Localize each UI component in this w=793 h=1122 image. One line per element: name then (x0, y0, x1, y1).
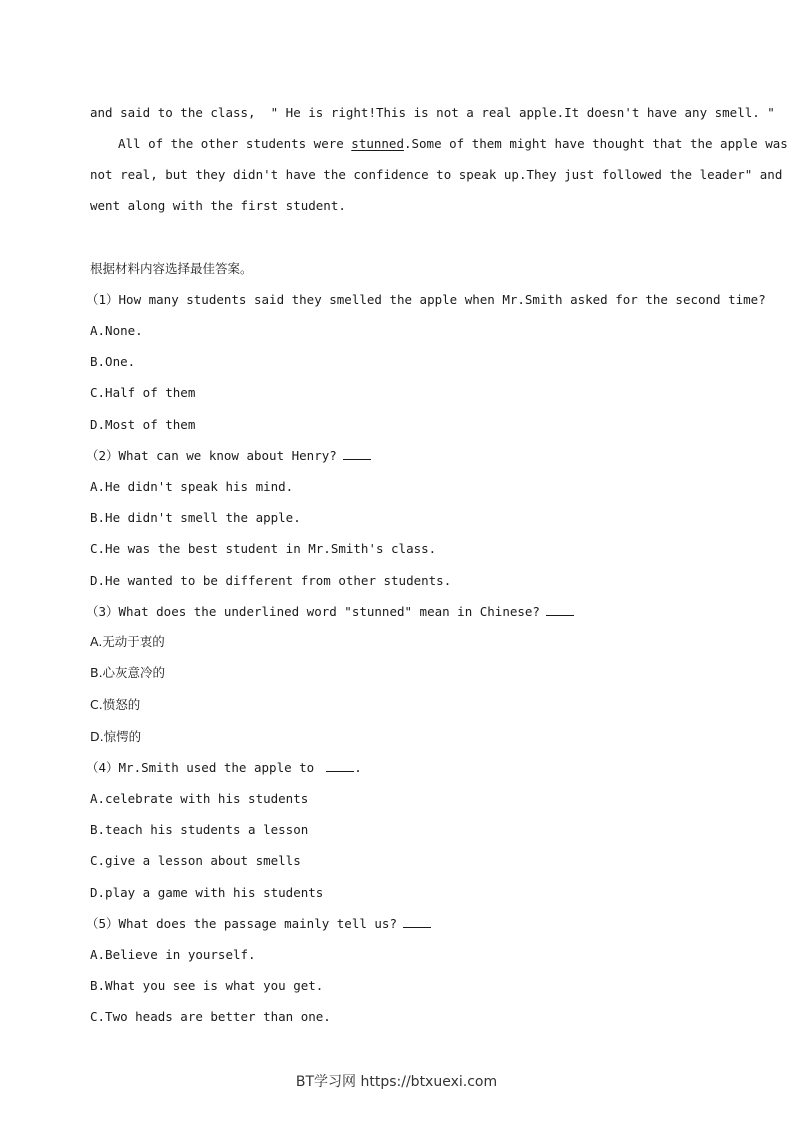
underlined-word: stunned (351, 136, 404, 151)
question-4-stem-end: . (354, 760, 362, 775)
question-4-stem: （4）Mr.Smith used the apple to (86, 760, 315, 775)
question-2-row (86, 448, 371, 464)
passage-line-2-pre: All of the other students were (118, 136, 352, 151)
question-5-row (86, 916, 431, 932)
question-5-option-b: B.What you see is what you get. (90, 978, 324, 993)
question-1-option-c: C.Half of them (90, 385, 196, 400)
question-4-option-c: C.give a lesson about smells (90, 853, 301, 868)
question-3-option-d: D.惊愕的 (90, 729, 142, 744)
question-4-option-a: A.celebrate with his students (90, 791, 309, 806)
question-5-option-a: A.Believe in yourself. (90, 947, 256, 962)
question-4-option-b: B.teach his students a lesson (90, 822, 309, 837)
question-3-row (86, 604, 574, 620)
question-1-option-d: D.Most of them (90, 417, 196, 432)
question-5-stem: （5）What does the passage mainly tell us? (86, 916, 397, 931)
question-2-option-b: B.He didn't smell the apple. (90, 510, 301, 525)
answer-blank (343, 448, 371, 460)
question-2-option-a: A.He didn't speak his mind. (90, 479, 294, 494)
answer-blank (326, 760, 354, 772)
question-4-row (86, 760, 362, 776)
question-3-option-a: A.无动于衷的 (90, 634, 165, 649)
question-2-stem: （2）What can we know about Henry? (86, 448, 337, 463)
passage-line-3: not real, but they didn't have the confidence to speak up.They just followed the leader" and (90, 167, 783, 182)
question-2-option-c: C.He was the best student in Mr.Smith's class. (90, 541, 437, 556)
instruction: 根据材料内容选择最佳答案。 (90, 261, 253, 276)
answer-blank (546, 604, 574, 616)
question-2-option-d: D.He wanted to be different from other students. (90, 573, 452, 588)
footer-watermark: BT学习网 https://btxuexi.com (295, 1074, 498, 1090)
passage-line-4: went along with the first student. (90, 198, 346, 213)
question-3-option-b: B.心灰意冷的 (90, 665, 166, 680)
question-1-option-a: A.None. (90, 323, 143, 338)
answer-blank (403, 916, 431, 928)
question-3-stem: （3）What does the underlined word "stunned" mean in Chinese? (86, 604, 540, 619)
question-1-stem: （1）How many students said they smelled the apple when Mr.Smith asked for the second time? (86, 292, 766, 307)
passage-line-1: and said to the class, " He is right!This is not a real apple.It doesn't have any smell. " (90, 105, 775, 120)
question-3-option-c: C.愤怒的 (90, 697, 141, 712)
passage-line-2-post: .Some of them might have thought that the apple was (403, 136, 788, 151)
passage-line-2 (118, 136, 788, 152)
question-1-option-b: B.One. (90, 354, 136, 369)
question-5-option-c: C.Two heads are better than one. (90, 1009, 331, 1024)
question-4-option-d: D.play a game with his students (90, 885, 324, 900)
